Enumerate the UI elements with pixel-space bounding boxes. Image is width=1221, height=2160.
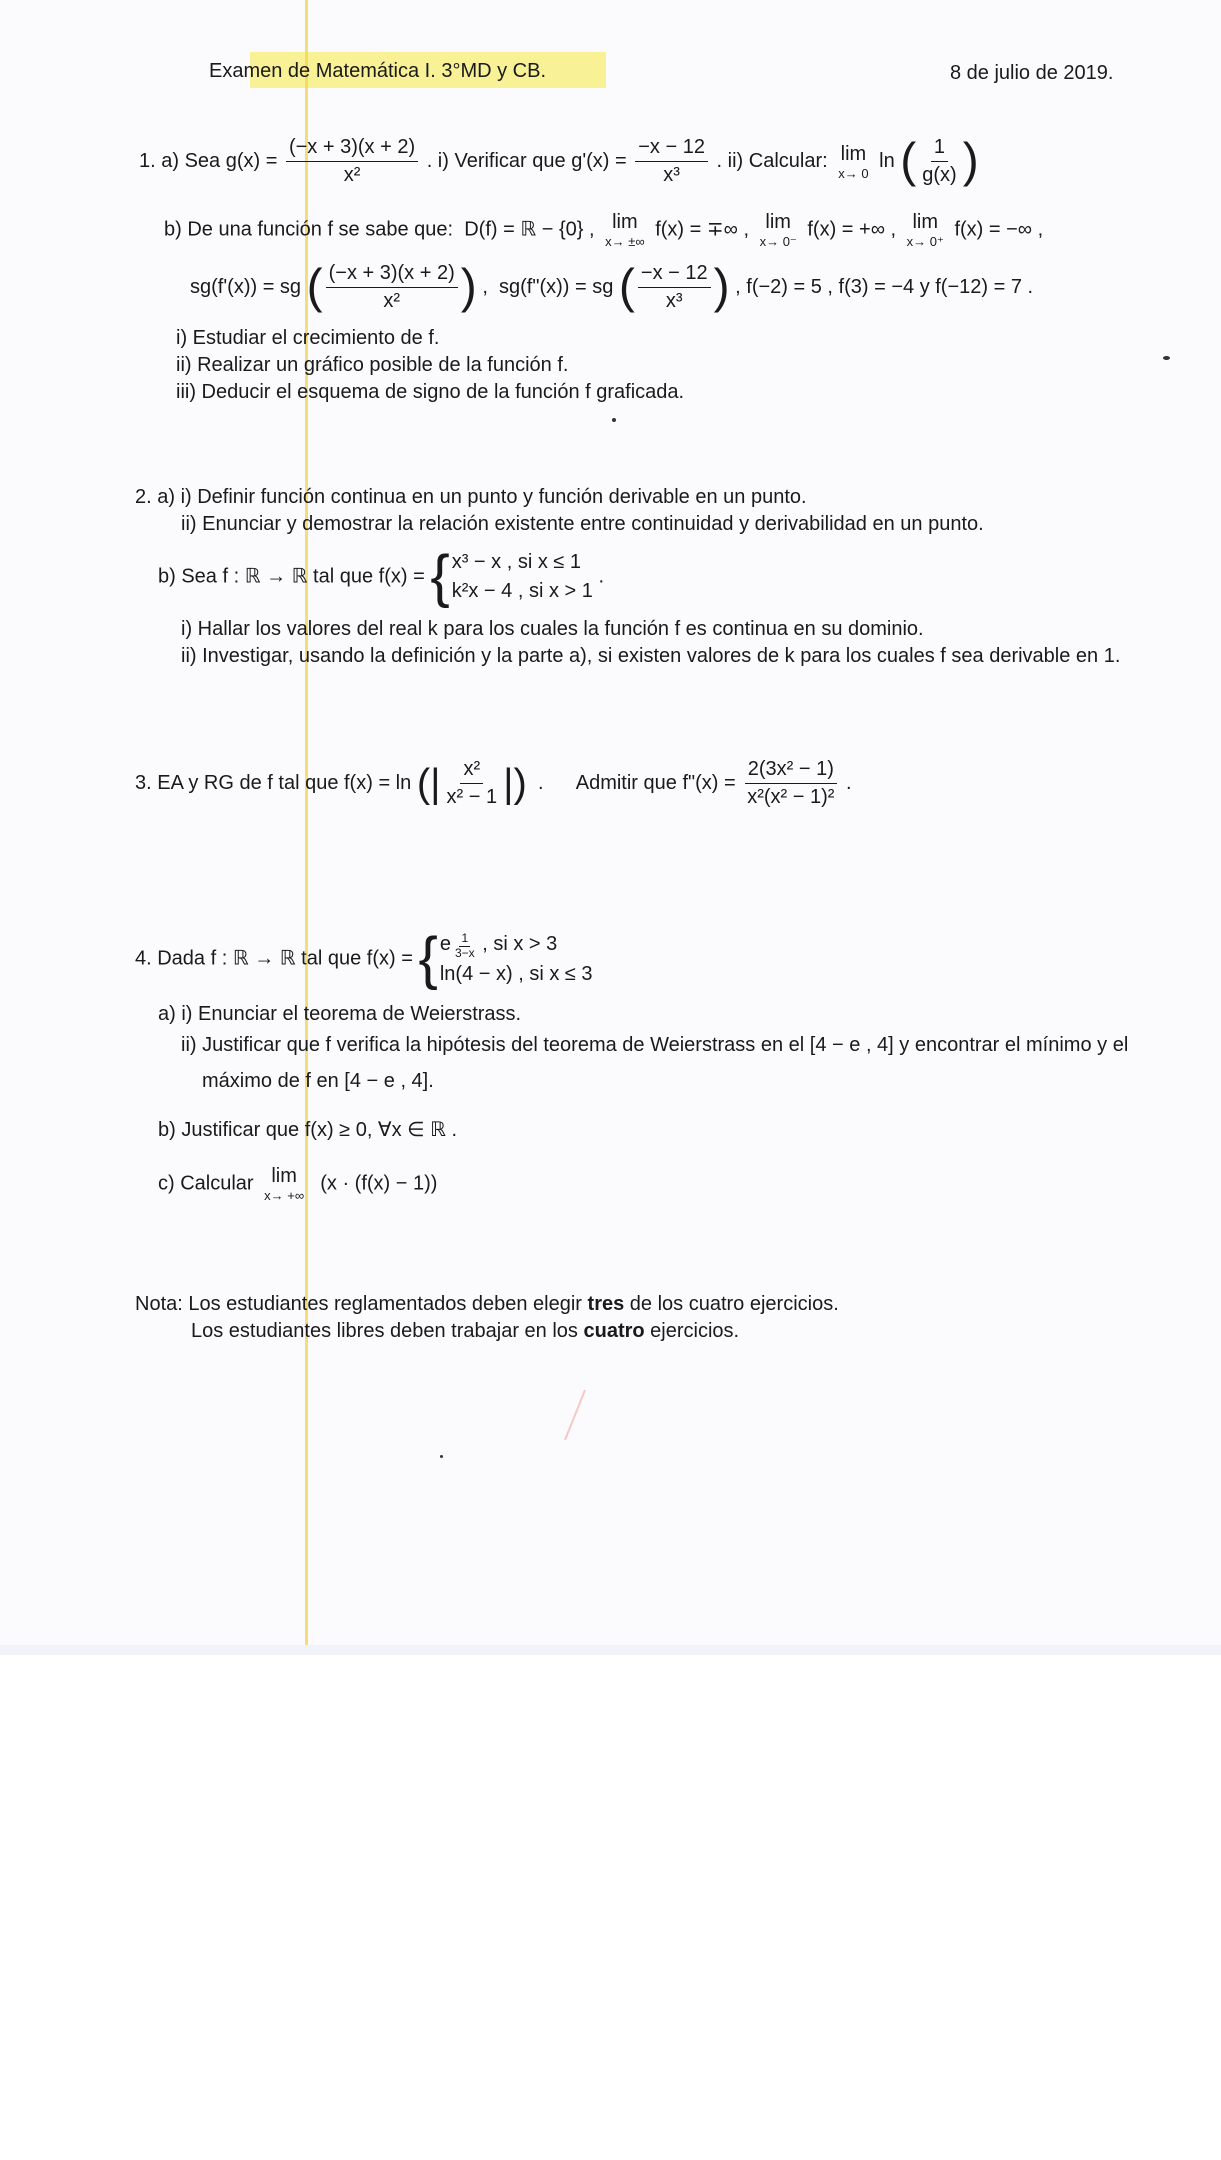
gprime-denominator: x³ [663, 164, 680, 186]
g-fraction [286, 136, 418, 187]
note-line-1 [135, 1293, 839, 1315]
lim-word: lim [912, 211, 939, 233]
q2-b-i: i) Hallar los valores del real k para los cuales la función f es continua en su dominio. [181, 618, 924, 640]
domain-statement: D(f) = ℝ − {0} , [464, 218, 595, 241]
limit-value: f(x) = +∞ , [807, 218, 897, 241]
abs-fraction [444, 758, 501, 809]
separator: , [482, 275, 488, 298]
sg-fprime-denominator: x² [383, 290, 401, 312]
q4-b: b) Justificar que f(x) ≥ 0, ∀x ∈ ℝ . [158, 1119, 458, 1141]
right-paren: ) [460, 260, 477, 314]
right-abs-bar: | [503, 761, 514, 806]
q2-b-ii: ii) Investigar, usando la definición y la parte a), si existen valores de k para los cuales f sea derivable en 1. [181, 645, 1121, 667]
exp-base: e [439, 933, 451, 955]
admit-text: Admitir que f"(x) = [575, 771, 736, 794]
q3-prefix: 3. EA y RG de f tal que f(x) = ln [135, 771, 412, 794]
q4-c [158, 1166, 437, 1202]
abs-denominator: x² − 1 [446, 786, 498, 808]
left-paren: ( [618, 260, 635, 314]
g-numerator: (−x + 3)(x + 2) [286, 136, 418, 162]
period: . [598, 565, 605, 588]
note-text: Nota: Los estudiantes reglamentados deben elegir [135, 1293, 588, 1315]
sg-fprime-numerator: (−x + 3)(x + 2) [326, 262, 458, 288]
q1b-intro: b) De una función f se sabe que: [164, 218, 454, 241]
page-bottom-edge [0, 1645, 1221, 1655]
q1a-ii-text: . ii) Calcular: [716, 149, 828, 172]
q1-item-iii: iii) Deducir el esquema de signo de la función f graficada. [176, 381, 685, 403]
limit-operator [838, 144, 868, 180]
q2-a-ii: ii) Enunciar y demostrar la relación existente entre continuidad y derivabilidad en un punto. [181, 513, 984, 535]
note-emphasis: tres [587, 1293, 625, 1315]
exponent-fraction [453, 932, 477, 959]
exam-date: 8 de julio de 2019. [950, 62, 1114, 84]
note-text: Los estudiantes libres deben trabajar en los [191, 1320, 584, 1342]
exponent-denominator: 3−x [454, 945, 475, 960]
exponent-numerator: 1 [461, 931, 469, 946]
margin-highlight-line [305, 0, 308, 1655]
q4-line [135, 926, 593, 992]
q4-a-i: a) i) Enunciar el teorema de Weierstrass. [158, 1003, 522, 1025]
lim-word: lim [271, 1165, 297, 1187]
lim-subscript: x→ 0 [838, 165, 869, 181]
sg-fsecond-fraction [638, 262, 711, 313]
piecewise-function [430, 544, 593, 609]
case-1-condition: , si x > 3 [482, 933, 558, 955]
case-1 [440, 930, 593, 960]
q2-b-line [158, 544, 605, 609]
exam-title: Examen de Matemática I. 3°MD y CB. [209, 60, 547, 82]
pen-mark [555, 1385, 595, 1445]
scan-speck [1163, 356, 1170, 360]
function-values: , f(−2) = 5 , f(3) = −4 y f(−12) = 7 . [735, 275, 1034, 298]
left-paren: ( [416, 761, 431, 806]
q1-item-ii: ii) Realizar un gráfico posible de la función f. [176, 354, 569, 376]
fsecond-fraction [744, 758, 837, 809]
lim-word: lim [840, 142, 867, 165]
q1a-i-text: . i) Verificar que g'(x) = [426, 149, 627, 172]
g-denominator: x² [343, 164, 361, 186]
scan-speck [612, 418, 616, 422]
right-paren: ) [962, 134, 979, 188]
q4-a-ii: ii) Justificar que f verifica la hipótesis del teorema de Weierstrass en el [4 − e , 4] y encontrar el mínimo y el [181, 1034, 1129, 1056]
ln-numerator: 1 [931, 136, 948, 162]
q1-item-i: i) Estudiar el crecimiento de f. [176, 327, 440, 349]
q4c-prefix: c) Calcular [158, 1172, 254, 1195]
q1a-prefix: 1. a) Sea g(x) = [139, 149, 278, 172]
left-brace: { [418, 926, 438, 992]
sg-fsecond-lhs: sg(f"(x)) = sg [499, 275, 614, 298]
right-paren: ) [713, 260, 730, 314]
cases [440, 930, 593, 989]
lim-subscript: x→ 0⁻ [759, 234, 797, 249]
scan-speck [440, 1455, 443, 1458]
sg-fsecond-numerator: −x − 12 [638, 262, 711, 288]
q2-a-i: 2. a) i) Definir función continua en un punto y función derivable en un punto. [135, 486, 807, 508]
fsecond-denominator: x²(x² − 1)² [747, 786, 835, 808]
cases [452, 548, 593, 606]
q3-line: 3. EA y RG de f tal que f(x) = ln (| $\frac{\text{x²}}{\text{x² − 1}}$ |) . Admitir que f"(x) = $\frac{\text{2(3x² − 1)}}{\text{x²(x² − 1)²}}$ . [135, 758, 852, 808]
q4-prefix: 4. Dada f : ℝ → ℝ tal que f(x) = [135, 947, 413, 970]
case-2: k²x − 4 , si x > 1 [451, 580, 593, 602]
limit-expression: (x · (f(x) − 1)) [320, 1172, 438, 1195]
limit-value: f(x) = −∞ , [954, 218, 1044, 241]
lim-word: lim [765, 211, 791, 233]
limit-plus-inf [264, 1166, 304, 1202]
limit-pm-inf [605, 212, 645, 248]
right-paren: ) [513, 761, 527, 806]
sg-fprime-lhs: sg(f'(x)) = sg [190, 275, 302, 298]
case-1: x³ − x , si x ≤ 1 [451, 551, 582, 573]
ln-denominator: g(x) [922, 164, 957, 186]
q1a-line [139, 136, 979, 187]
gprime-numerator: −x − 12 [635, 136, 708, 162]
note-text: de los cuatro ejercicios. [624, 1293, 839, 1315]
abs-numerator: x² [460, 758, 483, 784]
q1b-line [164, 212, 1043, 248]
sg-fprime-fraction [326, 262, 458, 313]
case-2: ln(4 − x) , si x ≤ 3 [439, 962, 593, 985]
lim-subscript: x→ 0⁺ [906, 234, 944, 249]
note-text: ejercicios. [644, 1320, 740, 1342]
lim-subscript: x→ +∞ [264, 1188, 305, 1203]
note-emphasis: cuatro [583, 1320, 645, 1342]
note-line-2 [191, 1320, 739, 1342]
q2b-prefix: b) Sea f : ℝ → ℝ tal que f(x) = [158, 565, 425, 588]
left-brace: { [430, 544, 450, 609]
limit-value: f(x) = ∓∞ , [655, 218, 750, 241]
lim-word: lim [612, 211, 638, 233]
limit-0-plus [907, 212, 944, 248]
ln-symbol: ln [879, 149, 895, 172]
lim-subscript: x→ ±∞ [605, 234, 645, 249]
fsecond-numerator: 2(3x² − 1) [745, 758, 837, 784]
sg-fsecond-denominator: x³ [665, 290, 683, 312]
ln-fraction [919, 136, 959, 187]
left-abs-bar: | [430, 761, 441, 806]
q1b-sign-line [190, 262, 1033, 313]
gprime-fraction [635, 136, 708, 187]
left-paren: ( [900, 134, 917, 188]
period: . [846, 771, 852, 794]
piecewise-function [418, 926, 593, 992]
left-paren: ( [306, 260, 323, 314]
limit-0-minus [760, 212, 797, 248]
q4-a-ii-cont: máximo de f en [4 − e , 4]. [202, 1070, 434, 1092]
